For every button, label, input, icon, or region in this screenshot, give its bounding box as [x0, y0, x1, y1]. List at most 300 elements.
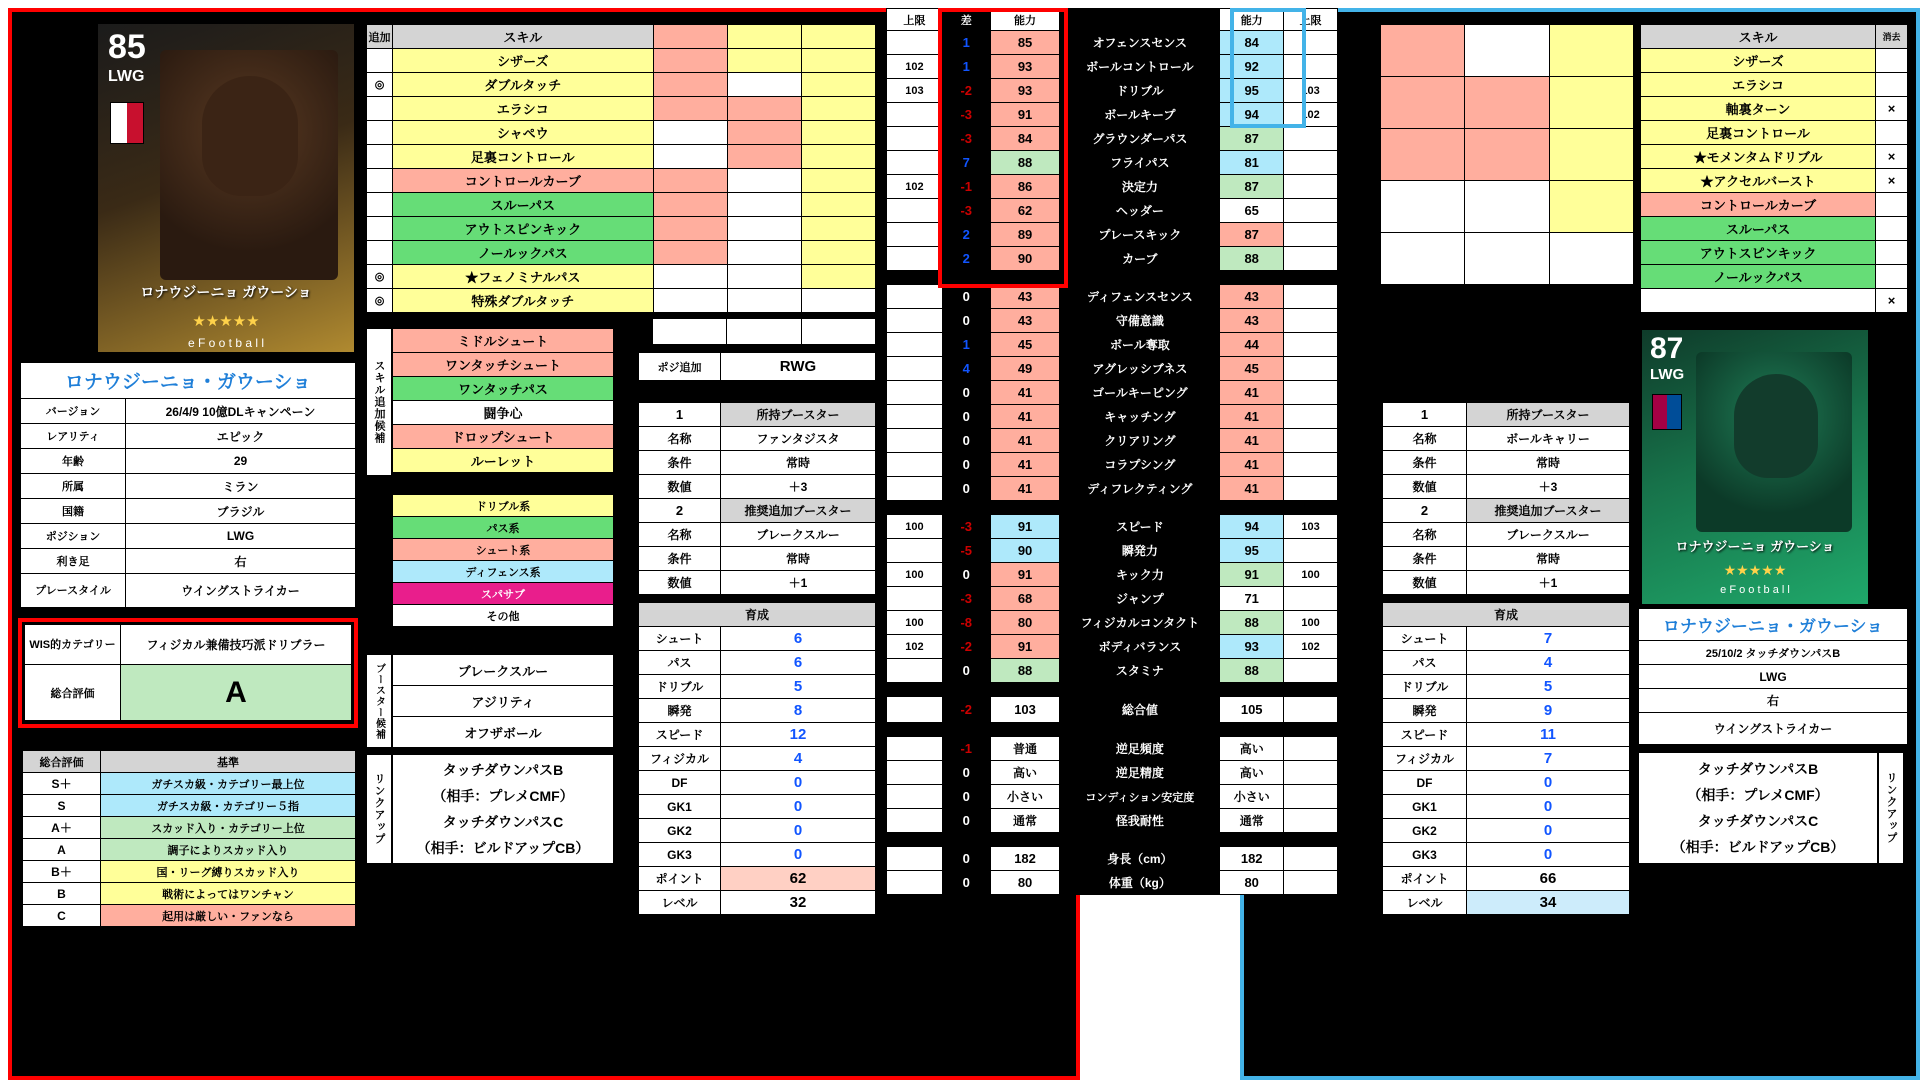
info-row	[21, 399, 356, 424]
stat-cap-left	[887, 785, 943, 809]
training-row	[1383, 627, 1630, 651]
training-label: GK2	[639, 819, 721, 843]
linkup-right-box	[1638, 752, 1878, 864]
right-info-value: 25/10/2 タッチダウンパスB	[1639, 641, 1908, 665]
booster-label: 数値	[1383, 571, 1467, 595]
stat-name: フィジカルコンタクト	[1060, 611, 1220, 635]
right-skill-row	[1641, 121, 1908, 145]
right-skill-row	[1641, 217, 1908, 241]
stat-right: 41	[1220, 405, 1284, 429]
training-row	[1383, 747, 1630, 771]
right-skill-name: スルーパス	[1641, 217, 1876, 241]
right-skill-del	[1876, 265, 1908, 289]
info-value: ウイングストライカー	[126, 574, 356, 608]
legend-label: その他	[393, 605, 614, 627]
booster-value: ＋1	[1467, 571, 1630, 595]
linkup-left-vlabel: リンクアップ	[373, 773, 385, 845]
training-header-row	[1383, 603, 1630, 627]
stat-left: 41	[990, 381, 1060, 405]
stat-name: キック力	[1060, 563, 1220, 587]
linkup-right-line: （相手：プレメCMF）	[1687, 787, 1829, 803]
stat-left: 80	[990, 871, 1060, 895]
right-skill-name: ★モメンタムドリブル	[1641, 145, 1876, 169]
training-label: GK3	[1383, 843, 1467, 867]
training-label: 瞬発	[639, 699, 721, 723]
booster-row	[639, 451, 876, 475]
info-row	[21, 574, 356, 608]
skill-row	[367, 217, 876, 241]
stat-right: 94	[1220, 103, 1284, 127]
stat-right: 95	[1220, 539, 1284, 563]
stat-left: 43	[990, 309, 1060, 333]
stat-name: 瞬発力	[1060, 539, 1220, 563]
info-value: LWG	[126, 524, 356, 549]
right-skill-row	[1641, 169, 1908, 193]
training-label: フィジカル	[1383, 747, 1467, 771]
stat-left: 45	[990, 333, 1060, 357]
booster-slot-no: 2	[639, 499, 721, 523]
stat-cap-left	[887, 847, 943, 871]
right-skill-header-row	[1641, 25, 1908, 49]
training-row	[639, 699, 876, 723]
grade-desc: ガチスカ級・カテゴリー最上位	[101, 773, 356, 795]
skill-add-candidate-table	[392, 328, 614, 473]
stats-row	[887, 847, 1338, 871]
stats-row	[887, 309, 1338, 333]
stat-cap-right	[1284, 381, 1338, 405]
stat-cap-left	[887, 31, 943, 55]
grade-header-row	[23, 751, 356, 773]
stat-cap-right: 103	[1284, 515, 1338, 539]
right-skill-del	[1876, 49, 1908, 73]
stat-diff: 0	[942, 405, 990, 429]
stat-left: 通常	[990, 809, 1060, 833]
booster-row	[1383, 571, 1630, 595]
training-level-label: レベル	[1383, 891, 1467, 915]
stat-left: 84	[990, 127, 1060, 151]
stat-right: 43	[1220, 285, 1284, 309]
legend-row	[393, 495, 614, 517]
stat-cap-left	[887, 477, 943, 501]
booster-value: ＋3	[1467, 475, 1630, 499]
training-point-value: 62	[721, 867, 876, 891]
stats-row	[887, 659, 1338, 683]
booster-label: 数値	[639, 475, 721, 499]
booster-candidate-table	[392, 654, 614, 748]
stat-name: キャッチング	[1060, 405, 1220, 429]
stat-left: 41	[990, 429, 1060, 453]
grade-row	[23, 883, 356, 905]
stat-diff: 0	[942, 847, 990, 871]
right-skill-row	[1641, 73, 1908, 97]
training-row	[1383, 771, 1630, 795]
stat-cap-left	[887, 151, 943, 175]
right-ability-highlight-frame	[1230, 8, 1306, 128]
grid-cell	[1381, 233, 1465, 285]
stats-row	[887, 429, 1338, 453]
spacer-cell	[801, 319, 875, 345]
training-value: 0	[721, 795, 876, 819]
stat-name: ジャンプ	[1060, 587, 1220, 611]
skill-col-header: スキル	[393, 25, 654, 49]
stat-left: 80	[990, 611, 1060, 635]
stat-cap-right	[1284, 309, 1338, 333]
stats-row	[887, 635, 1338, 659]
stat-name: 逆足頻度	[1060, 737, 1220, 761]
skill-header-row	[367, 25, 876, 49]
grid-cell	[1381, 77, 1465, 129]
stat-cap-left	[887, 285, 943, 309]
stat-name: ボールキープ	[1060, 103, 1220, 127]
skill-cell	[653, 169, 727, 193]
training-row	[639, 771, 876, 795]
info-row	[21, 524, 356, 549]
stat-right: 88	[1220, 611, 1284, 635]
skill-name: シザーズ	[393, 49, 654, 73]
skill-cell	[653, 145, 727, 169]
skill-name: ノールックパス	[393, 241, 654, 265]
separator	[887, 501, 1338, 515]
info-label: 年齢	[21, 449, 126, 474]
training-value: 5	[1467, 675, 1630, 699]
stat-left: 103	[990, 697, 1060, 723]
stats-row	[887, 515, 1338, 539]
right-skill-name	[1641, 289, 1876, 313]
stat-right: 84	[1220, 31, 1284, 55]
skill-name: ダブルタッチ	[393, 73, 654, 97]
stat-right: 182	[1220, 847, 1284, 871]
training-value: 12	[721, 723, 876, 747]
stat-name: アグレッシブネス	[1060, 357, 1220, 381]
stat-cap-left	[887, 659, 943, 683]
booster-row	[1383, 451, 1630, 475]
candidate-row	[393, 425, 614, 449]
left-ability-highlight-frame	[938, 8, 1068, 288]
training-level-value: 32	[721, 891, 876, 915]
info-row	[21, 424, 356, 449]
stat-right: 高い	[1220, 737, 1284, 761]
wis-label: WIS的カテゴリー	[25, 625, 121, 665]
training-label: DF	[1383, 771, 1467, 795]
training-label: スピード	[639, 723, 721, 747]
stat-diff: 0	[942, 309, 990, 333]
booster-slot-no: 1	[639, 403, 721, 427]
stat-name: ゴールキーピング	[1060, 381, 1220, 405]
stat-cap-right	[1284, 175, 1338, 199]
stat-name: 身長（cm）	[1060, 847, 1220, 871]
stat-name: スタミナ	[1060, 659, 1220, 683]
stat-cap-right	[1284, 871, 1338, 895]
stats-row	[887, 587, 1338, 611]
grid-cell	[1465, 25, 1549, 77]
booster-label: 数値	[1383, 475, 1467, 499]
skill-row	[367, 73, 876, 97]
legend-label: スパサブ	[393, 583, 614, 605]
skill-row	[367, 49, 876, 73]
skill-mark	[367, 97, 393, 121]
linkup-left-vlabel-box	[366, 754, 392, 864]
stat-cap-right	[1284, 539, 1338, 563]
info-label: プレースタイル	[21, 574, 126, 608]
grade-desc: スカッド入り・カテゴリー上位	[101, 817, 356, 839]
right-card-stars: ★★★★★	[1723, 562, 1787, 578]
training-value: 0	[721, 843, 876, 867]
booster-candidate-name: ブレークスルー	[393, 655, 614, 686]
stat-diff: 0	[942, 429, 990, 453]
grade-desc: 調子によりスカッド入り	[101, 839, 356, 861]
training-level-value: 34	[1467, 891, 1630, 915]
stat-right: 45	[1220, 357, 1284, 381]
linkup-right-vlabel-box	[1878, 752, 1904, 864]
right-skill-del: ×	[1876, 97, 1908, 121]
training-value: 6	[721, 651, 876, 675]
left-booster-table	[638, 402, 876, 595]
skill-mark	[367, 217, 393, 241]
stat-name: 守備意識	[1060, 309, 1220, 333]
legend-row	[393, 561, 614, 583]
player-silhouette	[202, 76, 298, 196]
right-skill-name: 足裏コントロール	[1641, 121, 1876, 145]
stats-row	[887, 285, 1338, 309]
grade-desc: ガチスカ級・カテゴリー５指	[101, 795, 356, 817]
booster-value: ブレークスルー	[1467, 523, 1630, 547]
spacer-cell	[653, 319, 727, 345]
stat-cap-left	[887, 539, 943, 563]
skill-name: コントロールカーブ	[393, 169, 654, 193]
stat-right: 92	[1220, 55, 1284, 79]
grade-label: S	[23, 795, 101, 817]
stat-name: クリアリング	[1060, 429, 1220, 453]
stat-cap-right	[1284, 785, 1338, 809]
linkup-right-vlabel: リンクアップ	[1885, 772, 1897, 844]
skill-cell	[727, 49, 801, 73]
training-label: シュート	[1383, 627, 1467, 651]
right-skill-name: エラシコ	[1641, 73, 1876, 97]
skill-cell	[653, 289, 727, 313]
stat-cap-left	[887, 697, 943, 723]
stat-diff: -1	[942, 737, 990, 761]
stat-right: 91	[1220, 563, 1284, 587]
training-row	[1383, 795, 1630, 819]
right-card-rating: 87	[1650, 332, 1684, 365]
stat-diff: 7	[942, 151, 990, 175]
grade-row	[23, 817, 356, 839]
training-label: スピード	[1383, 723, 1467, 747]
skill-mark	[367, 145, 393, 169]
stats-total-row	[887, 697, 1338, 723]
right-skill-del-header: 消去	[1876, 25, 1908, 49]
training-row	[1383, 699, 1630, 723]
position-add-label: ポジ追加	[639, 353, 721, 381]
stat-right: 小さい	[1220, 785, 1284, 809]
stat-cap-right	[1284, 737, 1338, 761]
stat-diff: 0	[942, 477, 990, 501]
booster-row	[1383, 427, 1630, 451]
stat-diff: -3	[942, 515, 990, 539]
skill-name: エラシコ	[393, 97, 654, 121]
training-row	[1383, 675, 1630, 699]
stat-cap-right	[1284, 405, 1338, 429]
booster-row	[639, 547, 876, 571]
booster-label: 条件	[1383, 547, 1467, 571]
stat-cap-right: 103	[1284, 79, 1338, 103]
grid-cell	[1381, 181, 1465, 233]
stat-cap-left	[887, 103, 943, 127]
stat-cap-left: 102	[887, 55, 943, 79]
grade-label: A	[23, 839, 101, 861]
stat-left: 88	[990, 151, 1060, 175]
stat-name: フライパス	[1060, 151, 1220, 175]
wis-value: フィジカル兼備技巧派ドリブラー	[121, 625, 352, 665]
stat-diff: -5	[942, 539, 990, 563]
right-skill-del	[1876, 73, 1908, 97]
overall-row	[25, 665, 352, 721]
stat-diff: 0	[942, 809, 990, 833]
separator	[887, 833, 1338, 847]
booster-slot-title: 推奨追加ブースター	[721, 499, 876, 523]
skill-cell	[727, 121, 801, 145]
training-value: 4	[1467, 651, 1630, 675]
stats-separator-row	[887, 501, 1338, 515]
stat-cap-left	[887, 809, 943, 833]
training-row	[1383, 819, 1630, 843]
right-info-row	[1639, 641, 1908, 665]
skill-cell	[801, 265, 875, 289]
legend-label: ディフェンス系	[393, 561, 614, 583]
right-skill-row	[1641, 49, 1908, 73]
stat-left: 90	[990, 539, 1060, 563]
stats-separator-row	[887, 723, 1338, 737]
left-player-title: ロナウジーニョ・ガウーショ	[21, 363, 356, 399]
booster-label: 条件	[639, 451, 721, 475]
info-label: 国籍	[21, 499, 126, 524]
position-add-table	[638, 352, 876, 381]
linkup-left-line: （相手：ビルドアップCB）	[416, 840, 590, 856]
skill-cell	[727, 265, 801, 289]
right-skill-row	[1641, 265, 1908, 289]
legend-row	[393, 539, 614, 561]
stat-name: スピード	[1060, 515, 1220, 539]
skill-cell	[801, 169, 875, 193]
right-skill-del: ×	[1876, 169, 1908, 193]
booster-value: ボールキャリー	[1467, 427, 1630, 451]
right-skill-name: 軸裏ターン	[1641, 97, 1876, 121]
skill-mark	[367, 169, 393, 193]
skill-mark	[367, 241, 393, 265]
grade-row	[23, 905, 356, 927]
right-skill-row	[1641, 289, 1908, 313]
stat-diff: -2	[942, 635, 990, 659]
skill-name: ★フェノミナルパス	[393, 265, 654, 289]
booster-candidate-vlabel-box	[366, 654, 392, 748]
right-skill-row	[1641, 97, 1908, 121]
skill-col-a	[653, 25, 727, 49]
grid-cell	[1465, 129, 1549, 181]
booster-candidate-name: アジリティ	[393, 686, 614, 717]
stat-diff: -2	[942, 697, 990, 723]
stats-row	[887, 477, 1338, 501]
skill-name: シャペウ	[393, 121, 654, 145]
right-info-value: LWG	[1639, 665, 1908, 689]
training-label: GK2	[1383, 819, 1467, 843]
legend-label: パス系	[393, 517, 614, 539]
linkup-right-line: タッチダウンパスB	[1697, 761, 1819, 777]
stat-cap-right	[1284, 659, 1338, 683]
training-label: フィジカル	[639, 747, 721, 771]
right-skill-name: シザーズ	[1641, 49, 1876, 73]
training-header-row	[639, 603, 876, 627]
right-player-silhouette	[1734, 374, 1818, 478]
skill-name: アウトスピンキック	[393, 217, 654, 241]
right-color-grid	[1380, 24, 1634, 285]
stats-diff-header: 差	[942, 9, 990, 31]
right-skill-del: ×	[1876, 289, 1908, 313]
stats-row	[887, 761, 1338, 785]
right-skill-del: ×	[1876, 145, 1908, 169]
training-header: 育成	[1383, 603, 1630, 627]
stats-separator-row	[887, 683, 1338, 697]
right-info-row	[1639, 665, 1908, 689]
right-skill-name: コントロールカーブ	[1641, 193, 1876, 217]
stat-cap-left	[887, 405, 943, 429]
skill-add-vlabel-box	[366, 328, 392, 476]
spacer-cell	[727, 319, 801, 345]
stats-row	[887, 539, 1338, 563]
booster-candidate-row	[393, 686, 614, 717]
right-title-row	[1639, 609, 1908, 641]
linkup-left-box	[392, 754, 614, 864]
info-value: ミラン	[126, 474, 356, 499]
info-label: バージョン	[21, 399, 126, 424]
stat-diff: -3	[942, 199, 990, 223]
candidate-name: ミドルシュート	[393, 329, 614, 353]
info-row	[21, 499, 356, 524]
candidate-name: ワンタッチシュート	[393, 353, 614, 377]
stat-right: 通常	[1220, 809, 1284, 833]
booster-value: ブレークスルー	[721, 523, 876, 547]
skill-cell	[727, 193, 801, 217]
stat-name: 体重（kg）	[1060, 871, 1220, 895]
booster-slot-title: 推奨追加ブースター	[1467, 499, 1630, 523]
booster-slot-no: 2	[1383, 499, 1467, 523]
stats-cap-left-header: 上限	[887, 9, 943, 31]
stat-left: 89	[990, 223, 1060, 247]
booster-label: 条件	[639, 547, 721, 571]
skill-category-legend	[392, 494, 614, 627]
skill-mark	[367, 193, 393, 217]
stat-left: 85	[990, 31, 1060, 55]
linkup-right-line: タッチダウンパスC	[1697, 813, 1819, 829]
info-value: ブラジル	[126, 499, 356, 524]
card-player-name: ロナウジーニョ ガウーショ	[140, 284, 312, 300]
stat-name: 怪我耐性	[1060, 809, 1220, 833]
training-value: 7	[1467, 747, 1630, 771]
training-label: パス	[1383, 651, 1467, 675]
training-label: 瞬発	[1383, 699, 1467, 723]
stat-right: 95	[1220, 79, 1284, 103]
booster-candidate-row	[393, 655, 614, 686]
stat-name: カーブ	[1060, 247, 1220, 271]
right-card-position-badge: LWG	[1650, 366, 1685, 383]
skill-cell	[727, 145, 801, 169]
overall-value: A	[121, 665, 352, 721]
right-info-table	[1638, 608, 1908, 745]
linkup-left-line: タッチダウンパスC	[442, 814, 564, 830]
stat-cap-right	[1284, 333, 1338, 357]
stat-left: 91	[990, 563, 1060, 587]
info-row	[21, 474, 356, 499]
stat-diff: 0	[942, 453, 990, 477]
